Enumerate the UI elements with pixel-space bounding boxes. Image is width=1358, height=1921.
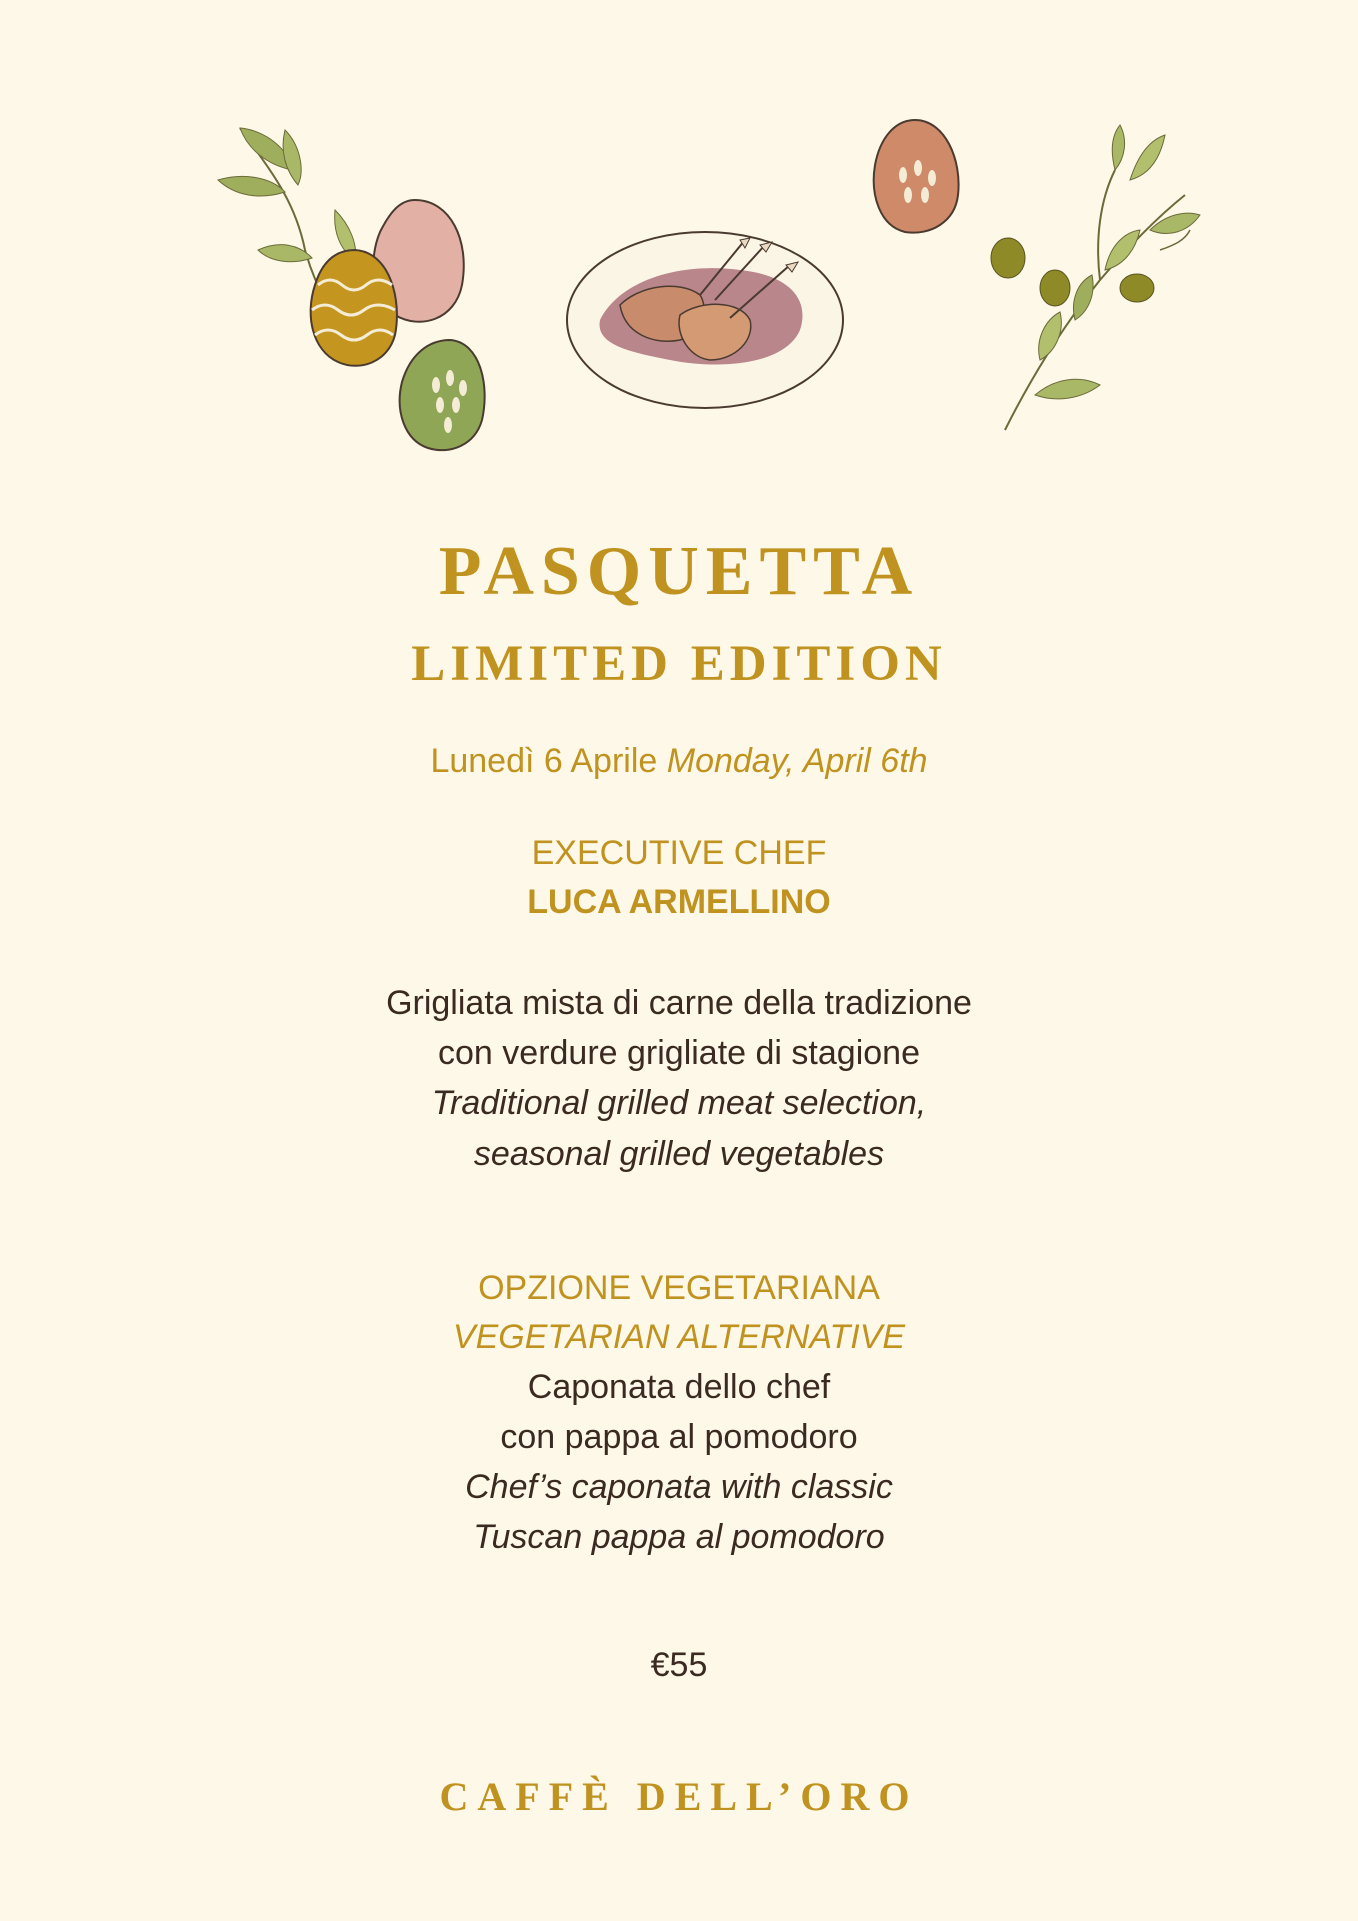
vegetarian-it-line2: con pappa al pomodoro (500, 1418, 858, 1456)
terracotta-egg-icon (874, 120, 959, 233)
price: €55 (650, 1646, 708, 1684)
date-english: Monday, April 6th (666, 742, 928, 780)
right-olive-branch-icon (991, 125, 1200, 430)
page-title: PASQUETTA (438, 533, 920, 610)
vegetarian-en-line2: Tuscan pappa al pomodoro (473, 1518, 885, 1556)
chef-role: EXECUTIVE CHEF (531, 834, 827, 872)
brand-name: CAFFÈ DELL’ORO (439, 1774, 919, 1819)
vegetarian-heading-en: VEGETARIAN ALTERNATIVE (452, 1318, 906, 1356)
vegetarian-it-line1: Caponata dello chef (527, 1368, 831, 1406)
plate-lamb-chops-icon (567, 232, 843, 408)
main-dish-en-line1: Traditional grilled meat selection, (431, 1084, 927, 1122)
main-dish-it-line1: Grigliata mista di carne della tradizione (386, 984, 972, 1022)
green-egg-icon (400, 340, 485, 450)
vegetarian-heading-it: OPZIONE VEGETARIANA (478, 1269, 880, 1307)
vegetarian-en-line1: Chef’s caponata with classic (465, 1468, 893, 1506)
mustard-egg-icon (311, 250, 397, 366)
event-date (0, 740, 1358, 782)
page-subtitle: LIMITED EDITION (411, 636, 947, 692)
main-dish-en-line2: seasonal grilled vegetables (473, 1135, 885, 1173)
date-italian: Lunedì 6 Aprile (430, 742, 658, 780)
easter-illustrations (0, 0, 1358, 460)
main-dish-it-line2: con verdure grigliate di stagione (438, 1034, 920, 1072)
chef-name: LUCA ARMELLINO (527, 883, 831, 921)
